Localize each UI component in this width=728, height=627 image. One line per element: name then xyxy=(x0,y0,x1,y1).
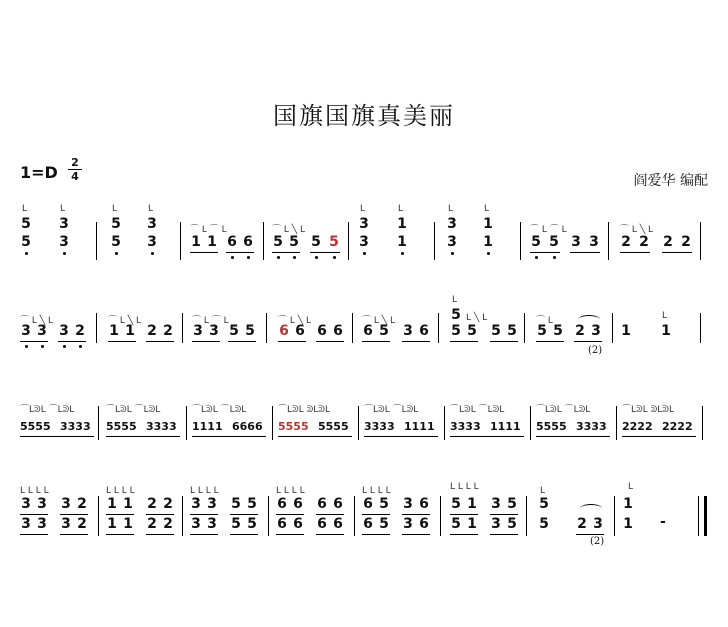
barline xyxy=(608,222,609,260)
note: 6 xyxy=(419,323,429,339)
barline xyxy=(268,496,269,536)
note: 2 xyxy=(163,323,173,339)
fingering-mark: L L L L xyxy=(20,486,49,496)
note: 6 xyxy=(363,496,373,512)
fingering-mark: L L L L xyxy=(362,486,391,496)
note: 5 xyxy=(311,234,321,250)
beam-line xyxy=(106,514,134,515)
note: 5 xyxy=(531,234,541,250)
note: 5 xyxy=(549,234,559,250)
note: 6 xyxy=(277,516,287,532)
note: 5 xyxy=(245,323,255,339)
beam-line xyxy=(402,341,430,342)
slur-mark: ⌒LᕲL ᕲLᕲL xyxy=(278,405,331,415)
note: 3 xyxy=(21,516,31,532)
barline xyxy=(358,406,359,440)
octave-dot xyxy=(553,256,556,259)
barline xyxy=(352,313,353,343)
slur-mark: ⌒ L ⌒ L xyxy=(530,225,567,235)
score-row-3 xyxy=(0,396,728,486)
note-group: 3333 xyxy=(450,420,481,433)
fingering-mark: L L L L xyxy=(106,486,135,496)
note: 6 xyxy=(277,496,287,512)
beam-line xyxy=(276,514,304,515)
slur-mark: ⌒ L ╲ L xyxy=(620,225,654,235)
octave-dot xyxy=(535,256,538,259)
note: 6 xyxy=(333,496,343,512)
note: 2 xyxy=(577,516,587,532)
note: 5 xyxy=(111,234,121,250)
barline xyxy=(434,222,435,260)
note: 6 xyxy=(333,323,343,339)
beam-line xyxy=(490,514,518,515)
note: 3 xyxy=(59,323,69,339)
beam-line xyxy=(402,514,430,515)
note: 5 xyxy=(451,496,461,512)
note: 6 xyxy=(295,323,305,339)
note: 3 xyxy=(61,516,71,532)
barline xyxy=(182,313,183,343)
octave-dot xyxy=(63,345,66,348)
beam-line xyxy=(530,252,560,253)
note: 1 xyxy=(125,323,135,339)
note: 5 xyxy=(111,216,121,232)
beam-line xyxy=(190,514,218,515)
note: 6 xyxy=(293,496,303,512)
note: 3 xyxy=(147,234,157,250)
note: 1 xyxy=(621,323,631,339)
octave-dot xyxy=(41,345,44,348)
note: 3 xyxy=(591,323,601,339)
beam-line xyxy=(192,341,220,342)
octave-dot xyxy=(487,252,490,255)
beam-line xyxy=(146,341,174,342)
barline xyxy=(182,496,183,536)
arranger-credit: 阎爱华 编配 xyxy=(633,173,708,189)
note: 5 xyxy=(379,323,389,339)
note: 6 xyxy=(317,323,327,339)
octave-dot xyxy=(363,252,366,255)
note: 2 xyxy=(639,234,649,250)
slur-mark: ⌒ L ╲ L xyxy=(272,225,306,235)
note: 1 xyxy=(107,516,117,532)
beam-line xyxy=(190,534,218,535)
note: 5 xyxy=(507,496,517,512)
note: 5 xyxy=(451,323,461,339)
barline xyxy=(180,222,181,260)
note: 1 xyxy=(397,234,407,250)
beam-line xyxy=(450,341,478,342)
note: 5 xyxy=(289,234,299,250)
note: 3 xyxy=(403,496,413,512)
note: 3 xyxy=(359,216,369,232)
barline xyxy=(266,313,267,343)
barline xyxy=(526,496,527,536)
beam-line xyxy=(272,252,300,253)
slur-mark: ⌒ L ╲ L xyxy=(362,316,396,326)
barline xyxy=(438,313,439,343)
note: 5 xyxy=(379,496,389,512)
note: 3 xyxy=(207,516,217,532)
note: 3 xyxy=(59,216,69,232)
note: 1 xyxy=(661,323,671,339)
note: 2 xyxy=(147,496,157,512)
beam-line xyxy=(106,436,180,437)
note: 5 xyxy=(467,323,477,339)
beam-line xyxy=(576,534,604,535)
barline xyxy=(700,222,701,260)
barline xyxy=(348,222,349,260)
beam-line xyxy=(192,436,266,437)
octave-dot xyxy=(115,252,118,255)
note: 6 xyxy=(279,323,289,339)
barline xyxy=(614,496,615,536)
barline xyxy=(96,222,97,260)
note: 5 xyxy=(507,516,517,532)
note: 2 xyxy=(163,516,173,532)
beam-line xyxy=(276,534,304,535)
note: 3 xyxy=(593,516,603,532)
beam-line xyxy=(362,534,390,535)
note: 2 xyxy=(575,323,585,339)
barline xyxy=(263,222,264,260)
score-row-2 xyxy=(0,295,728,385)
final-barline-thick xyxy=(704,496,707,536)
beam-line xyxy=(230,514,258,515)
beam-line xyxy=(190,252,218,253)
note: 3 xyxy=(207,496,217,512)
note: 3 xyxy=(61,496,71,512)
note-group: 3333 xyxy=(364,420,395,433)
barline xyxy=(520,222,521,260)
note: 6 xyxy=(317,516,327,532)
beam-line xyxy=(106,534,134,535)
song-title: 国旗国旗真美丽 xyxy=(273,102,455,130)
slur-mark: L ╲ L xyxy=(466,313,488,323)
slur-mark: ⌒LᕲL ⌒LᕲL xyxy=(536,405,591,415)
final-barline xyxy=(698,496,699,536)
note: 2 xyxy=(147,516,157,532)
note: 3 xyxy=(191,496,201,512)
octave-dot xyxy=(25,252,28,255)
barline xyxy=(272,406,273,440)
note: 1 xyxy=(123,496,133,512)
beam-line xyxy=(316,534,344,535)
barline xyxy=(612,313,613,343)
octave-dot xyxy=(293,256,296,259)
barline xyxy=(354,496,355,536)
note: 5 xyxy=(507,323,517,339)
barline xyxy=(616,406,617,440)
fingering-mark: L xyxy=(60,204,66,214)
note-group: 3333 xyxy=(146,420,177,433)
fingering-mark: L xyxy=(112,204,118,214)
note: 5 xyxy=(539,516,549,532)
slur-arc xyxy=(580,504,602,513)
note: 3 xyxy=(589,234,599,250)
time-signature xyxy=(68,156,82,183)
note: 1 xyxy=(123,516,133,532)
fingering-mark: L L L L xyxy=(450,482,479,492)
beam-line xyxy=(570,252,600,253)
note: 1 xyxy=(623,516,633,532)
fingering-mark: L xyxy=(662,311,668,321)
key-signature: 1=D xyxy=(20,163,58,182)
barline xyxy=(98,406,99,440)
note: 5 xyxy=(247,496,257,512)
note: 3 xyxy=(491,516,501,532)
note: 5 xyxy=(491,323,501,339)
note: 3 xyxy=(37,496,47,512)
beam-line xyxy=(20,341,48,342)
note: 3 xyxy=(191,516,201,532)
beam-line xyxy=(60,534,88,535)
beam-line xyxy=(450,436,524,437)
note-group: 1111 xyxy=(404,420,435,433)
fingering-mark: L xyxy=(360,204,366,214)
note: 5 xyxy=(379,516,389,532)
alt-note-paren: (2) xyxy=(590,536,605,547)
fingering-mark: L xyxy=(398,204,404,214)
octave-dot xyxy=(401,252,404,255)
beam-line xyxy=(58,341,86,342)
note: 3 xyxy=(403,516,413,532)
note: 1 xyxy=(467,496,477,512)
beam-line xyxy=(278,436,352,437)
note: 3 xyxy=(193,323,203,339)
note: 5 xyxy=(231,516,241,532)
score-row-4 xyxy=(0,482,728,572)
octave-dot xyxy=(25,345,28,348)
note: 6 xyxy=(419,496,429,512)
barline xyxy=(440,496,441,536)
note-group: 2222 xyxy=(662,420,693,433)
barline xyxy=(530,406,531,440)
fingering-mark: L xyxy=(22,204,28,214)
beam-line xyxy=(620,252,650,253)
note: 6 xyxy=(293,516,303,532)
note: 1 xyxy=(483,234,493,250)
slur-mark: ⌒ L ⌒ L xyxy=(190,225,227,235)
note-group: 5555 xyxy=(318,420,349,433)
note: 3 xyxy=(147,216,157,232)
note-group: 2222 xyxy=(622,420,653,433)
fingering-mark: L L L L xyxy=(190,486,219,496)
fingering-mark: L xyxy=(148,204,154,214)
note: 2 xyxy=(621,234,631,250)
octave-dot xyxy=(333,256,336,259)
note: 3 xyxy=(37,516,47,532)
note-group: 5555 xyxy=(536,420,567,433)
octave-dot xyxy=(151,252,154,255)
note: 6 xyxy=(333,516,343,532)
note: 5 xyxy=(451,307,461,323)
note: 2 xyxy=(147,323,157,339)
note: 6 xyxy=(243,234,253,250)
note: 6 xyxy=(227,234,237,250)
note-group: 1111 xyxy=(192,420,223,433)
sustain-dash: - xyxy=(660,514,666,530)
meter-top: 2 xyxy=(71,156,79,169)
slur-mark: ⌒ L ╲ L xyxy=(108,316,142,326)
note: 5 xyxy=(273,234,283,250)
note: 5 xyxy=(329,234,339,250)
slur-mark: ⌒LᕲL ⌒LᕲL xyxy=(192,405,247,415)
barline xyxy=(700,313,701,343)
note: 1 xyxy=(191,234,201,250)
note: 1 xyxy=(109,323,119,339)
note: 1 xyxy=(397,216,407,232)
beam-line xyxy=(402,534,430,535)
slur-mark: ⌒ L ╲ L xyxy=(20,316,54,326)
note: 5 xyxy=(539,496,549,512)
beam-line xyxy=(450,514,478,515)
beam-line xyxy=(536,436,610,437)
slur-mark: ⌒ L ⌒ L xyxy=(192,316,229,326)
octave-dot xyxy=(247,256,250,259)
octave-dot xyxy=(315,256,318,259)
note-group: 5555 xyxy=(20,420,51,433)
note: 3 xyxy=(209,323,219,339)
beam-line xyxy=(20,436,94,437)
slur-mark: ⌒LᕲL ⌒LᕲL xyxy=(106,405,161,415)
note: 3 xyxy=(37,323,47,339)
beam-line xyxy=(364,436,438,437)
beam-line xyxy=(536,341,564,342)
note: 1 xyxy=(207,234,217,250)
slur-mark: ⌒LᕲL ⌒LᕲL xyxy=(450,405,505,415)
octave-dot xyxy=(63,252,66,255)
note: 6 xyxy=(363,516,373,532)
note: 5 xyxy=(451,516,461,532)
note-group: 5555 xyxy=(106,420,137,433)
note: 3 xyxy=(21,323,31,339)
note: 2 xyxy=(163,496,173,512)
beam-line xyxy=(60,514,88,515)
note: 6 xyxy=(317,496,327,512)
note: 1 xyxy=(107,496,117,512)
note: 2 xyxy=(75,323,85,339)
octave-dot xyxy=(79,345,82,348)
note: 5 xyxy=(553,323,563,339)
note: 1 xyxy=(623,496,633,512)
slur-mark: ⌒ L ╲ L xyxy=(278,316,312,326)
beam-line xyxy=(226,252,254,253)
note: 6 xyxy=(419,516,429,532)
beam-line xyxy=(316,514,344,515)
beam-line xyxy=(228,341,256,342)
note: 3 xyxy=(447,216,457,232)
note: 6 xyxy=(363,323,373,339)
slur-mark: ⌒LᕲL ⌒LᕲL xyxy=(20,405,75,415)
meter-bottom: 4 xyxy=(68,169,82,183)
note: 3 xyxy=(59,234,69,250)
slur-mark: ⌒LᕲL ᕲLᕲL xyxy=(622,405,675,415)
beam-line xyxy=(490,534,518,535)
alt-note-paren: (2) xyxy=(588,345,603,356)
note-group: 3333 xyxy=(60,420,91,433)
note-group: 1111 xyxy=(490,420,521,433)
beam-line xyxy=(316,341,344,342)
note: 2 xyxy=(681,234,691,250)
barline xyxy=(444,406,445,440)
beam-line xyxy=(362,341,390,342)
note: 2 xyxy=(77,496,87,512)
octave-dot xyxy=(277,256,280,259)
octave-dot xyxy=(451,252,454,255)
beam-line xyxy=(574,341,602,342)
beam-line xyxy=(146,514,174,515)
fingering-mark: L xyxy=(448,204,454,214)
note: 1 xyxy=(467,516,477,532)
beam-line xyxy=(278,341,306,342)
note: 5 xyxy=(21,234,31,250)
barline xyxy=(702,406,703,440)
fingering-mark: L L L L xyxy=(276,486,305,496)
beam-line xyxy=(362,514,390,515)
beam-line xyxy=(108,341,136,342)
note: 5 xyxy=(21,216,31,232)
barline xyxy=(186,406,187,440)
note: 3 xyxy=(359,234,369,250)
note: 1 xyxy=(483,216,493,232)
note: 3 xyxy=(21,496,31,512)
fingering-mark: L xyxy=(628,482,634,492)
note: 3 xyxy=(447,234,457,250)
barline xyxy=(524,313,525,343)
note: 2 xyxy=(663,234,673,250)
note: 5 xyxy=(247,516,257,532)
note: 3 xyxy=(403,323,413,339)
note-group: 3333 xyxy=(576,420,607,433)
fingering-mark: L xyxy=(452,295,458,305)
beam-line xyxy=(310,252,340,253)
barline xyxy=(96,313,97,343)
beam-line xyxy=(230,534,258,535)
beam-line xyxy=(20,534,48,535)
octave-dot xyxy=(231,256,234,259)
note: 3 xyxy=(491,496,501,512)
barline xyxy=(98,496,99,536)
note: 3 xyxy=(571,234,581,250)
note: 5 xyxy=(231,496,241,512)
beam-line xyxy=(622,436,696,437)
note: 5 xyxy=(229,323,239,339)
beam-line xyxy=(490,341,518,342)
slur-mark: ⌒ L xyxy=(536,316,553,326)
beam-line xyxy=(146,534,174,535)
beam-line xyxy=(450,534,478,535)
beam-line xyxy=(20,514,48,515)
note: 5 xyxy=(537,323,547,339)
note: 2 xyxy=(77,516,87,532)
score-row-1 xyxy=(0,200,728,290)
beam-line xyxy=(662,252,692,253)
note-group: 6666 xyxy=(232,420,263,433)
fingering-mark: L xyxy=(484,204,490,214)
fingering-mark: L xyxy=(540,486,546,496)
slur-mark: ⌒LᕲL ⌒LᕲL xyxy=(364,405,419,415)
note-group: 5555 xyxy=(278,420,309,433)
